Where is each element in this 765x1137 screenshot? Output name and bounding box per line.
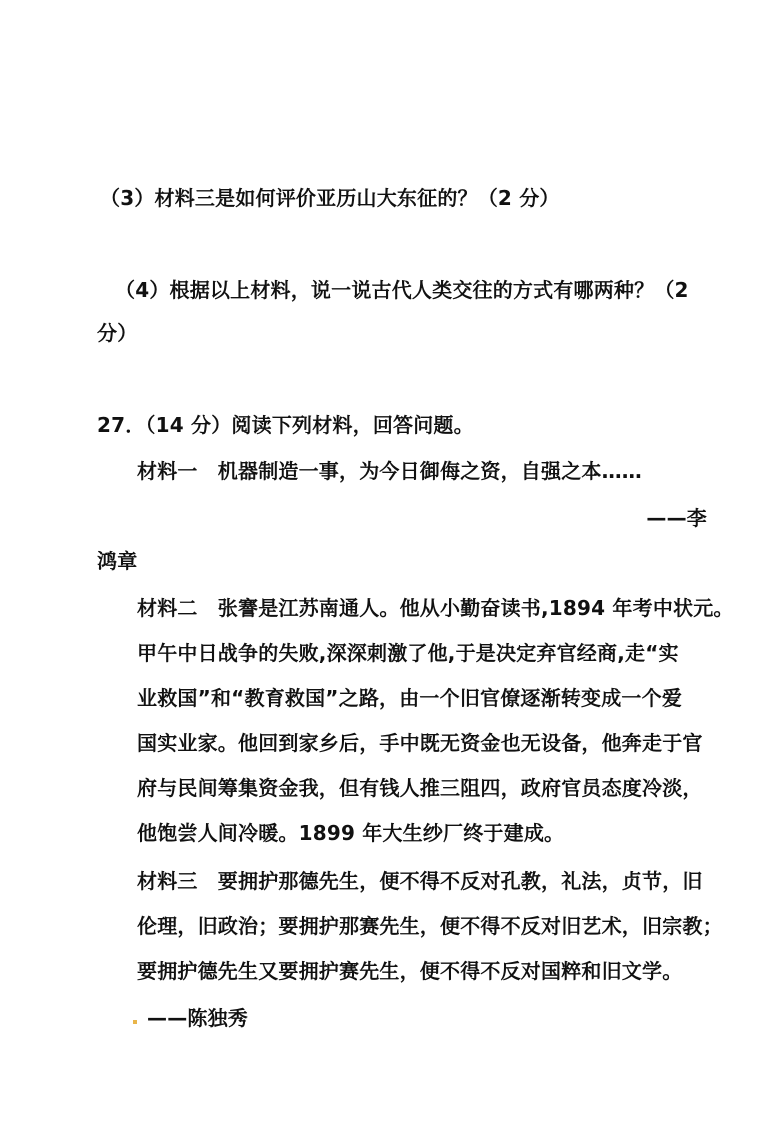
material-1-attribution-continued: 鸿章 xyxy=(97,549,138,573)
material-2-line-4: 国实业家。他回到家乡后，手中既无资金也无设备，他奔走于官 xyxy=(137,731,703,755)
material-3-line-2: 伦理，旧政治；要拥护那赛先生，便不得不反对旧艺术，旧宗教； xyxy=(137,914,723,938)
material-1-text: 材料一 机器制造一事，为今日御侮之资，自强之本…… xyxy=(137,459,642,483)
material-2-line-3: 业救国”和“教育救国”之路，由一个旧官僚逐渐转变成一个爱 xyxy=(137,686,683,710)
material-3-attribution: ——陈独秀 xyxy=(147,1006,248,1030)
question-4-line-2: 分） xyxy=(97,321,138,345)
material-2-line-5: 府与民间筹集资金我，但有钱人推三阻四，政府官员态度冷淡， xyxy=(137,776,703,800)
question-27-header: 27．（14 分）阅读下列材料，回答问题。 xyxy=(97,413,474,437)
material-1-attribution: ——李 xyxy=(646,506,707,530)
material-2-line-1: 材料二 张謇是江苏南通人。他从小勤奋读书,1894 年考中状元。 xyxy=(137,596,734,620)
material-3-line-3: 要拥护德先生又要拥护赛先生，便不得不反对国粹和旧文学。 xyxy=(137,959,683,983)
question-4-line-1: （4）根据以上材料，说一说古代人类交往的方式有哪两种？（2 xyxy=(115,278,689,302)
question-3: （3）材料三是如何评价亚历山大东征的？（2 分） xyxy=(100,186,560,210)
material-2-line-6: 他饱尝人间冷暖。1899 年大生纱厂终于建成。 xyxy=(137,821,565,845)
decorative-dot xyxy=(133,1020,137,1024)
material-3-line-1: 材料三 要拥护那德先生，便不得不反对孔教，礼法，贞节，旧 xyxy=(137,869,703,893)
material-2-line-2: 甲午中日战争的失败,深深刺激了他,于是决定弃官经商,走“实 xyxy=(137,641,679,665)
